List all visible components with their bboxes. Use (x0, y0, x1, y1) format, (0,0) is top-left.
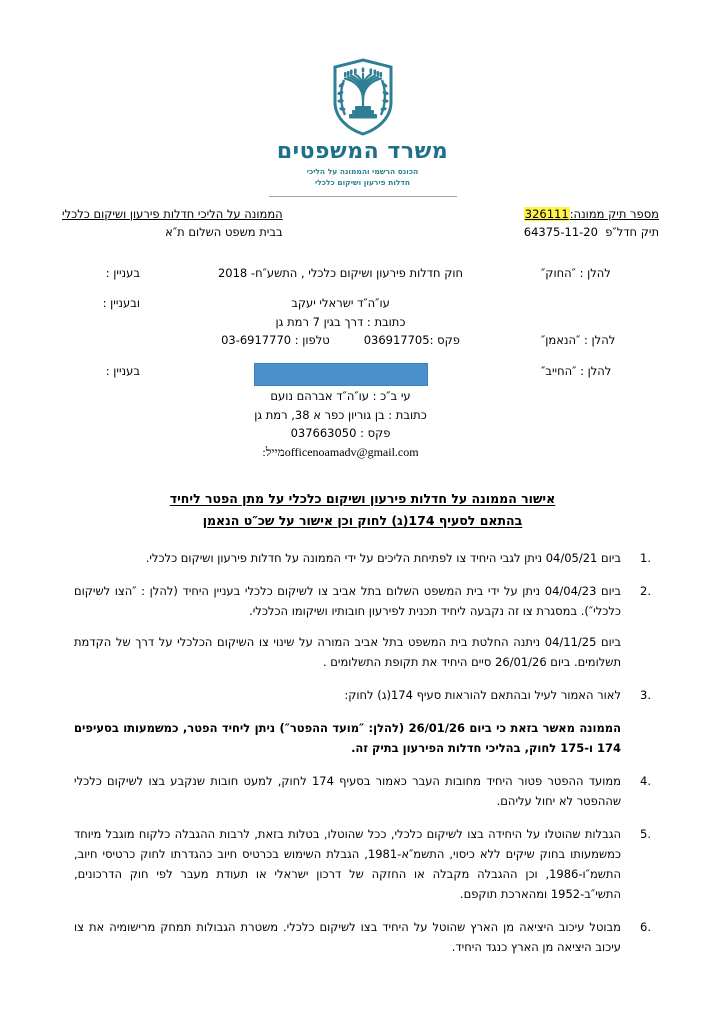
debtor-email-address: officenoamadv@gmail.com (284, 444, 419, 459)
clause-body (74, 581, 621, 672)
clause-item (74, 685, 651, 758)
file-number-value: 326111 (524, 206, 569, 221)
clause-number: 2. (640, 584, 651, 599)
clause-paragraph: הגבלות שהוטלו על היחידה בצו לשיקום כלכלי, ככל שהוטלו, בטלות בזאת, לרבות ההגבלה כלקוח מוגבל מיוחד כמשמעותו בחוק שיקים ללא כיסוי, התשמ″א-1981, הגבלת השימוש בכרטיס חיוב כהגדרתו לחוק כרטיסי חיוב, התשמ″ו-1986, וכן ההגבלה מקבלה או החזקה של דרכון ישראלי או תעודת מעבר לפי חוק הדרכונים, התשי″ב-1952 ומהארכת תוקפם. (74, 827, 621, 902)
clause-body (74, 548, 621, 568)
debtor-representative: ע‏י ב″‏כ : עו″ה″ד אברהם נועם (270, 389, 411, 404)
document-title (0, 488, 725, 532)
debtor-email-label: מייל: (262, 444, 285, 459)
clause-paragraph: ממועד ההפטר פטור היחיד מחובות העבר כאמור בסעיף 174 לחוק, למעט חובות שנקבע בצו לשיקום כלכלי שההפטר לא יחול עליהם. (74, 774, 621, 809)
party-alias: להלן : ″הנאמן″ (541, 333, 616, 348)
clause-body (74, 771, 621, 811)
clause-paragraph-emphasis: הממונה מאשר בזאת כי ביום 26/01/26 (להלן: ″מועד ההפטר″) ניתן ליחיד הפטר, כמשמעותו בסעיפים 174 ו-175 לחוק, בהליכי חדלות הפירעון בתיק זה. (74, 721, 621, 756)
clause-paragraph: ביום 04/04/23 ניתן על ידי בית המשפט השלום בתל אביב צו לשיקום כלכלי בעניין היחיד (להלן : ″הצו לשיקום כלכלי″). במסגרת צו זה נקבעה ליחיד תכנית לפירעון חובותיו ושיקומו הכלכלי. (74, 584, 622, 619)
israel-state-emblem-icon (331, 58, 395, 136)
party-details (140, 294, 541, 350)
clause-number: 6. (640, 920, 651, 935)
party-label: בעניין : (105, 265, 140, 280)
party-row (62, 264, 659, 283)
file-number-label: מספר תיק ממונה: (569, 206, 659, 221)
case-number-block (524, 206, 659, 242)
clause-number: 1. (640, 551, 651, 566)
authority-block (62, 206, 283, 242)
clause-item (74, 548, 651, 568)
clause-item (74, 771, 651, 811)
party-alias: להלן : ″החוק″ (541, 265, 611, 280)
file-number-line (524, 206, 659, 224)
party-details (140, 362, 541, 462)
clause-number: 4. (640, 774, 651, 789)
trustee-contact (146, 331, 535, 350)
court-file-label: תיק חדל″פ (605, 224, 659, 239)
clause-paragraph: ביום 04/05/21 ניתן לגבי היחיד צו לפתיחת הליכים על ידי הממונה על חדלות פירעון ושיקום כלכלי. (145, 551, 621, 566)
debtor-address: כתובת : בן גוריון כפר א 38, רמת גן (254, 407, 427, 422)
clauses-list (0, 548, 725, 957)
parties-block (0, 264, 725, 463)
header-block (0, 197, 725, 242)
clause-number: 3. (640, 688, 651, 703)
clause-paragraph: לאור האמור לעיל ובהתאם להוראות סעיף 174(ג) לחוק: (344, 688, 621, 703)
clause-paragraph: ביום 04/11/25 ניתנה החלטת בית המשפט בתל אביב המורה על שינוי צו השיקום הכלכלי על דרך של הקדמת תשלומים. ביום 26/01/26 סיים היחיד את תקופת התשלומים . (74, 635, 622, 670)
authority-line: הממונה על הליכי חדלות פירעון ושיקום כלכלי (62, 206, 283, 221)
document-title-line-2: בהתאם לסעיף 174(ג) לחוק וכן אישור על שכ″‏ט הנאמן (202, 513, 523, 529)
trustee-address: כתובת : דרך בגין 7 רמת גן (275, 314, 406, 329)
party-label: בעניין : (105, 364, 140, 379)
court-file-value: 64375-11-20 (523, 224, 598, 239)
clause-body (74, 685, 621, 758)
party-detail-line: חוק חדלות פירעון ושיקום כלכלי , התשע″ח- 2018 (217, 265, 464, 280)
court-file-line (524, 224, 659, 242)
court-line: בבית משפט השלום ת″א (165, 224, 283, 239)
trustee-name: עו″‏ה″ד ישראלי יעקב (291, 296, 390, 311)
clause-body (74, 917, 621, 957)
clause-item (74, 917, 651, 957)
clause-paragraph: מבוטל עיכוב היציאה מן הארץ שהוטל על היחיד בצו לשיקום כלכלי. משטרת הגבולות תמחק מרישומיה את צו עיכוב היציאה מן הארץ כנגד היחיד. (74, 920, 621, 955)
ministry-subtitle (0, 167, 725, 189)
clause-item (74, 824, 651, 904)
ministry-name: משרד המשפטים (276, 139, 449, 164)
trustee-phone: טלפון : 03-6917770 (221, 333, 330, 348)
redacted-name-box (254, 363, 428, 386)
trustee-fax: פקס :036917705 (363, 333, 460, 348)
party-label: ובעניין : (102, 296, 140, 311)
party-row (62, 294, 659, 350)
letterhead (0, 0, 725, 197)
party-row (62, 362, 659, 462)
ministry-subtitle-line-1: הכונס הרשמי והממונה על הליכי (306, 167, 419, 177)
debtor-email (146, 443, 535, 462)
clause-number: 5. (640, 827, 651, 842)
party-alias: להלן : ″החייב″ (541, 364, 612, 379)
ministry-subtitle-line-2: חדלות פירעון ושיקום כלכלי (315, 178, 410, 188)
party-details (140, 264, 541, 283)
clause-body (74, 824, 621, 904)
debtor-fax: פקס : 037663050 (290, 426, 391, 441)
clause-item (74, 581, 651, 672)
document-title-line-1: אישור הממונה על חדלות פירעון ושיקום כלכלי על מתן הפטר ליחיד (169, 491, 556, 507)
